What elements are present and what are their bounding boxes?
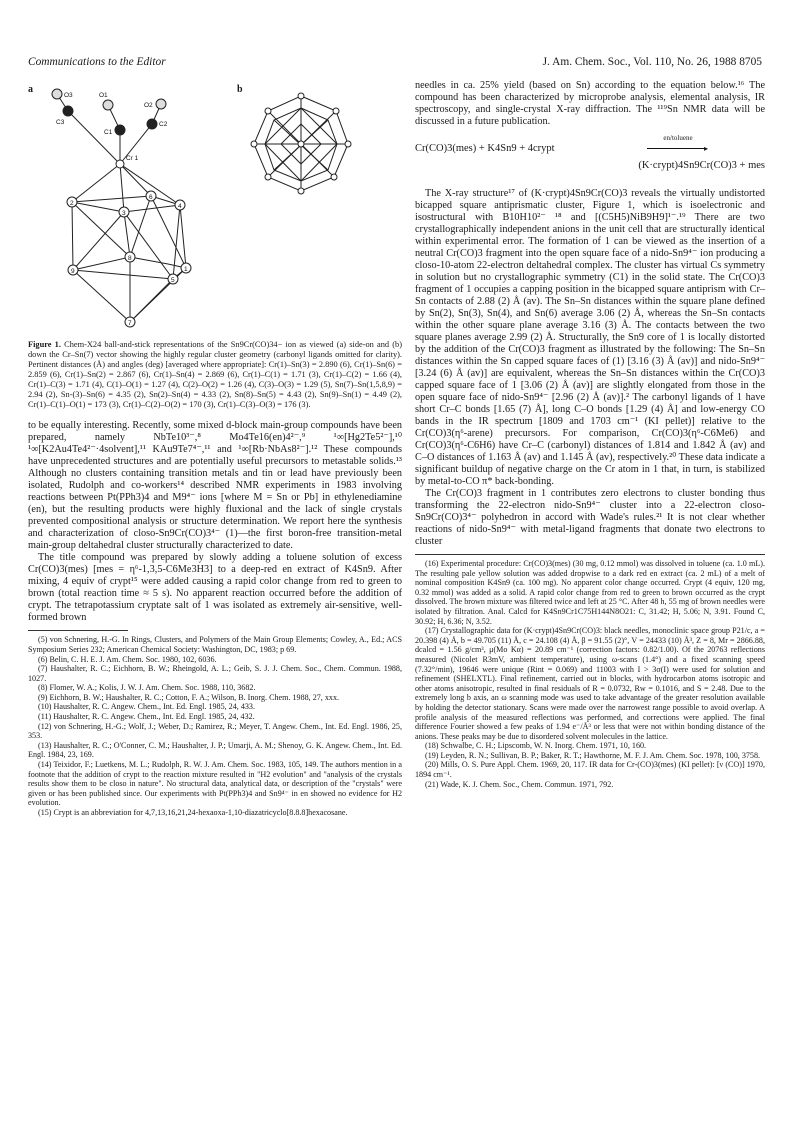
atom-label-c3: C3 — [56, 119, 65, 126]
atom-label-8: 8 — [128, 255, 132, 262]
atom-label-o3: O3 — [64, 92, 73, 99]
right-column — [415, 80, 765, 789]
footnote-13: (13) Haushalter, R. C.; O'Conner, C. M.; Haushalter, J. P.; Umarji, A. M.; Shenoy, G. K. Angew. Chem., Int. Ed. Engl. 1984, 23, 169. — [28, 740, 402, 760]
footnote-12: (12) von Schnering, H.-G.; Wolf, J.; Weber, D.; Ramirez, R.; Meyer, T. Angew. Chem., Int. Ed. Engl. 1986, 25, 353. — [28, 721, 402, 741]
atom-label-2: 2 — [70, 200, 74, 207]
reaction-arrow — [647, 148, 707, 149]
footnote-15: (15) Crypt is an abbreviation for 4,7,13,16,21,24-hexaoxa-1,10-diazatricyclo[8.8.8]hexacosane. — [38, 808, 348, 818]
footnote-7: (7) Haushalter, R. C.; Eichhorn, B. W.; Rheingold, A. L.; Geib, S. J. J. Chem. Soc., Chem. Commun. 1988, 1027. — [28, 664, 402, 683]
right-intro-paragraph: needles in ca. 25% yield (based on Sn) according to the equation below.¹⁶ The compound has been characterized by microprobe analysis, elemental analysis, IR spectroscopy, and single-crystal X-ray diffraction. The ¹¹⁹Sn NMR data will be discussed in a future publication. — [415, 80, 765, 127]
atom-label-4: 4 — [178, 203, 182, 210]
left-paragraph-2: The title compound was prepared by slowly adding a toluene solution of excess Cr(CO)3(mes) [mes = η⁶-1,3,5-C6Me3H3] to a deep-red en extract of K4Sn9. After mixing, 4 equiv of crypt¹⁵ were added causing a rapid color change from red to green to brown (total reaction time ≈ 5 s). No apparent reaction occurred before the addition of crypt. The tetrapotassium cryptate salt of 1 was isolated as extremely air-sensitive, well-formed brown — [28, 552, 402, 624]
atom-label-7: 7 — [128, 320, 132, 327]
equation-reactants: Cr(CO)3(mes) + K4Sn9 + 4crypt — [415, 143, 555, 154]
footnote-5: (5) von Schnering, H.-G. In Rings, Clusters, and Polymers of the Main Group Elements; Cowley, A., Ed.; ACS Symposium Series 232; American Chemical Society: Washington, DC, 1983; p 69. — [28, 635, 402, 654]
right-paragraph-1: The X-ray structure¹⁷ of (K·crypt)4Sn9Cr(CO)3 reveals the virtually undistorted bicapped square antiprismatic cluster, Figure 1, which is isoelectronic and isostructural with B10H10²⁻ ¹⁸ and [(C5H5)NiB9H9]¹⁻.¹⁹ There are two crystallographically independent anions in the unit cell that are structurally identical within experimental error. The formation of 1 can be viewed as the insertion of a neutral Cr(CO)3 fragment into the open square face of a nido-Sn9⁴⁻ ion producing a closo-10-atom 22-electron deltahedral complex. The cluster has virtual Cs symmetry in solution but no crystallographic symmetry (C1) in the solid state. The Cr(CO)3 fragment of 1 occupies a capping position in the bicapped square antiprism with Cr–Sn contacts of 2.88 (2) Å (av). The Sn–Sn distances within the square plane defined by Sn(2), Sn(3), Sn(4), and Sn(6) average 3.06 (2) Å, whereas the Sn–Sn contacts within the other square plane average 3.16 (3) Å. The contacts between the two square planes average 2.99 (2) Å. Structurally, the Sn9 core of 1 is locally distorted by the addition of the Cr(CO)3 fragment as illustrated by the following: The Sn–Sn distances within the Sn capped square faces of (1) [3.16 (3) Å (av)] and nido-Sn9⁴⁻ [3.24 (6) Å (av)] are equivalent, whereas the Sn–Sn distances within the Cr(CO)3 capped square face of 1 [3.06 (2) Å (av)] are slightly elongated from those in the open square face of nido-Sn9⁴⁻ [2.96 (2) Å (av)].² The carbonyl ligands of 1 have short Cr–C bonds [1.65 (7) Å], long C–O bonds [1.29 (4) Å] and low-energy CO bands in the IR spectrum [1809 and 1703 cm⁻¹ (KI pellet)] relative to the Cr(CO)3(η⁶-arene) precursors. For comparison, Cr(CO)3(η⁶-C6Me6) and Cr(CO)3(η⁶-C6H6) have Cr–C (carbonyl) distances of 1.814 and 1.842 Å (av) and C–O distances of 1.163 Å (av) and 1.145 Å (av), respectively.²⁰ These data indicate a significant buildup of negative charge on the Cr atom in 1 that, in turn, is stabilized by metal-to-CO π* back-bonding. — [415, 188, 765, 487]
footnote-separator — [28, 630, 128, 631]
right-paragraph-2: The Cr(CO)3 fragment in 1 contributes zero electrons to cluster bonding thus transforming the 22-electron nido-Sn9⁴⁻ cluster into a 22-electron closo-Sn9Cr(CO)3⁴⁻ polyhedron in accord with Wade's rules.²¹ It is not clear whether reactions of nido-Sn9⁴⁻ with metal-ligand fragments that donate two electrons to cluster — [415, 488, 765, 547]
atom-label-6: 6 — [149, 194, 153, 201]
figure-caption — [28, 340, 402, 410]
footnote-6: (6) Belin, C. H. E. J. Am. Chem. Soc. 1980, 102, 6036. — [38, 654, 217, 664]
atom-label-9: 9 — [71, 268, 75, 275]
footnote-9: (9) Eichhorn, B. W.; Haushalter, R. C.; Cotton, F. A.; Wilson, B. Inorg. Chem. 1988, 27, xxx. — [38, 692, 340, 702]
atom-label-o1: O1 — [99, 92, 108, 99]
left-footnotes — [28, 635, 402, 817]
panel-b-label: b — [237, 84, 243, 95]
footnote-11: (11) Haushalter, R. C. Angew. Chem., Int. Ed. Engl. 1985, 24, 432. — [38, 712, 255, 722]
atom-label-3: 3 — [122, 210, 126, 217]
equation-products: (K·crypt)4Sn9Cr(CO)3 + mes — [638, 160, 765, 171]
equation-arrow-label: en/toluene — [663, 134, 693, 142]
atom-label-cr1: Cr 1 — [126, 155, 139, 162]
atom-label-c2: C2 — [159, 121, 168, 128]
footnote-17: (17) Crystallographic data for (K·crypt)4Sn9Cr(CO)3: black needles, monoclinic space group P21/c, a = 20.398 (4) Å, b = 49.705 (11) Å, c = 24.108 (4) Å, β = 91.55 (2)°, V = 24433 (10) Å³, Z = 8, Mr = 2866.88, dcalcd = 1.56 g/cm³, μ(Mo Kα) = 20.89 cm⁻¹ (correction factors: 0.82/1.00). Of the 20763 reflections measured (Nicolet R3mV, ambient temperature), using ω-scans (1.4°) and a fixed scanning speed (7.32°/min), 19646 were unique (Rint = 0.069) and 11003 with I > 3σ(I) were used for solution and refinement (SHELXTL). Final refinement, carried out in blocks, with hydrocarbon atoms isotropic and other atoms anisotropic, resulted in final residuals of R = 0.0732, Rw = 0.1016, and S = 2.48. Due to the extremely long b axis, an ω scanning mode was used to take advantage of the greater resolution available by holding the detector stationary. Scans were made over the narrowest range possible to avoid overlap. A profile analysis of the measured reflections was performed, and corrections were applied. The final difference Fourier showed a few peaks of 1.94 e⁻/Å³ or less that were not within bonding distance of the anions. These peaks may be due to disordered solvent molecules in the lattice. — [415, 626, 765, 741]
atom-label-c1: C1 — [104, 129, 113, 136]
cluster-structure-diagram — [28, 84, 402, 336]
running-header-journal: J. Am. Chem. Soc., Vol. 110, No. 26, 1988 8705 — [542, 56, 762, 68]
footnote-10: (10) Haushalter, R. C. Angew. Chem., Int. Ed. Engl. 1985, 24, 433. — [38, 702, 255, 712]
footnote-16: (16) Experimental procedure: Cr(CO)3(mes) (30 mg, 0.12 mmol) was dissolved in toluene (ca. 1.0 mL). The resulting pale yellow solution was added dropwise to a dark red en extract (ca. 2 mL) of a melt of nominal composition K4Sn9 (ca. 100 mg). No apparent color change occurred. Crypt (4 equiv, 120 mg, 0.32 mmol) was added as a solid. A rapid color change from red to green to brown occurred as the crypt dissolved. The brown mixture was filtered twice and left at 25 °C. After 48 h, 55 mg of brown needles were isolated by filtration. Anal. Calcd for K4Sn9Cr1C75H144N8O21: C, 31.42; H, 5.06; N, 3.91. Found C, 30.92; H, 6.36; N, 3.52. — [415, 559, 765, 626]
caption-text: Chem-X24 ball-and-stick representations of the Sn9Cr(CO)34− ion as viewed (a) side-on and (b) down the Cr–Sn(7) vector showing the highly regular cluster geometry (carbonyl ligands omitted for clarity). Pertinent distances (Å) and angles (deg) [averaged where appropriate]: Cr(1)–Sn(3) = 2.890 (6), Cr(1)–Sn(6) = 2.859 (6), Cr(1)–Sn(2) = 2.867 (6), Cr(1)–Sn(4) = 2.869 (6), Cr(1)–C(1) = 1.71 (3), Cr(1)–C(2) = 1.66 (4), Cr(1)–C(3) = 1.71 (4), C(1)–O(1) = 1.27 (4), C(2)–O(2) = 1.26 (4), C(3)–O(3) = 1.29 (5), Sn(7)–Sn(1,5,8,9) = 2.94 (2), Sn-(3)–Sn(6) = 4.35 (2), Sn(2)–Sn(4) = 4.33 (2), Sn(8)–Sn(5) = 4.43 (2), Sn(9)–Sn(1) = 4.49 (2), Cr(1)–C(1)–O(1) = 173 (3), Cr(1)–C(2)–O(2) = 170 (3), Cr(1)–C(3)–O(3) = 176 (3). — [28, 340, 403, 410]
atom-label-5: 5 — [171, 277, 175, 284]
footnote-19: (19) Leyden, R. N.; Sullivan, B. P.; Baker, R. T.; Hawthorne, M. F. J. Am. Chem. Soc. 1978, 100, 3758. — [425, 750, 761, 760]
footnote-18: (18) Schwalbe, C. H.; Lipscomb, W. N. Inorg. Chem. 1971, 10, 160. — [425, 741, 647, 751]
footnote-20: (20) Mills, O. S. Pure Appl. Chem. 1969, 20, 117. IR data for Cr-(CO)3(mes) (KI pellet): [ν (CO)] 1970, 1894 cm⁻¹. — [415, 760, 765, 780]
footnote-8: (8) Flomer, W. A.; Kolis, J. W. J. Am. Chem. Soc. 1988, 110, 3682. — [38, 683, 256, 693]
left-column — [28, 84, 402, 818]
caption-title: Figure 1. — [28, 340, 61, 349]
footnote-separator-right — [415, 554, 765, 555]
running-header-section: Communications to the Editor — [28, 56, 166, 68]
footnote-14: (14) Teixidor, F.; Luetkens, M. L.; Rudolph, R. W. J. Am. Chem. Soc. 1983, 105, 149. The authors mention in a footnote that the addition of crypt to the reaction mixture resulted in "H2 evolution" and "analysis of the crystals results show them to be closo in nature". No structural data, analytical data, or description of the "crystals" were given or has been published since. Our experiments with Pt(PPh3)4 and Sn9⁴⁻ in en showed no evidence for H2 evolution. — [28, 760, 402, 808]
arrowhead-icon: ▸ — [704, 144, 709, 153]
atom-label-1: 1 — [184, 266, 188, 273]
figure-1 — [28, 84, 402, 338]
atom-label-o2: O2 — [144, 102, 153, 109]
reaction-equation — [415, 132, 765, 182]
footnote-21: (21) Wade, K. J. Chem. Soc., Chem. Commun. 1971, 792. — [425, 779, 614, 789]
left-paragraph-1: to be equally interesting. Recently, some mixed d-block main-group compounds have been prepared, namely NbTe10³⁻,⁸ Mo4Te16(en)4²⁻,⁹ ¹∞[Hg2Te5²⁻],¹⁰ ¹∞[K2Au4Te4²⁻·4solvent],¹¹ KAu9Te7⁴⁻,¹¹ and ¹∞[Rb·NbAs8²⁻].¹² These compounds have unprecedented structures and are potentially useful precursors to metastable solids.¹³ Although no clusters containing transition metals and tin or lead have previously been isolated, Rudolph and co-workers¹⁴ described NMR experiments in 1983 involving reactions between Pt(PPh3)4 and M9⁴⁻ ions [where M = Sn or Pb] in ethylenediamine (en), but the resulting products were highly fluxional and the lack of single crystals prevented compositional analysis or structure determination. We report here the synthesis and characterization of closo-Sn9Cr(CO)3⁴⁻ (1)—the first boron-free transition-metal main-group deltahedral cluster structurally characterized to date. — [28, 420, 402, 552]
right-footnotes — [415, 559, 765, 789]
panel-a-label: a — [28, 84, 33, 95]
